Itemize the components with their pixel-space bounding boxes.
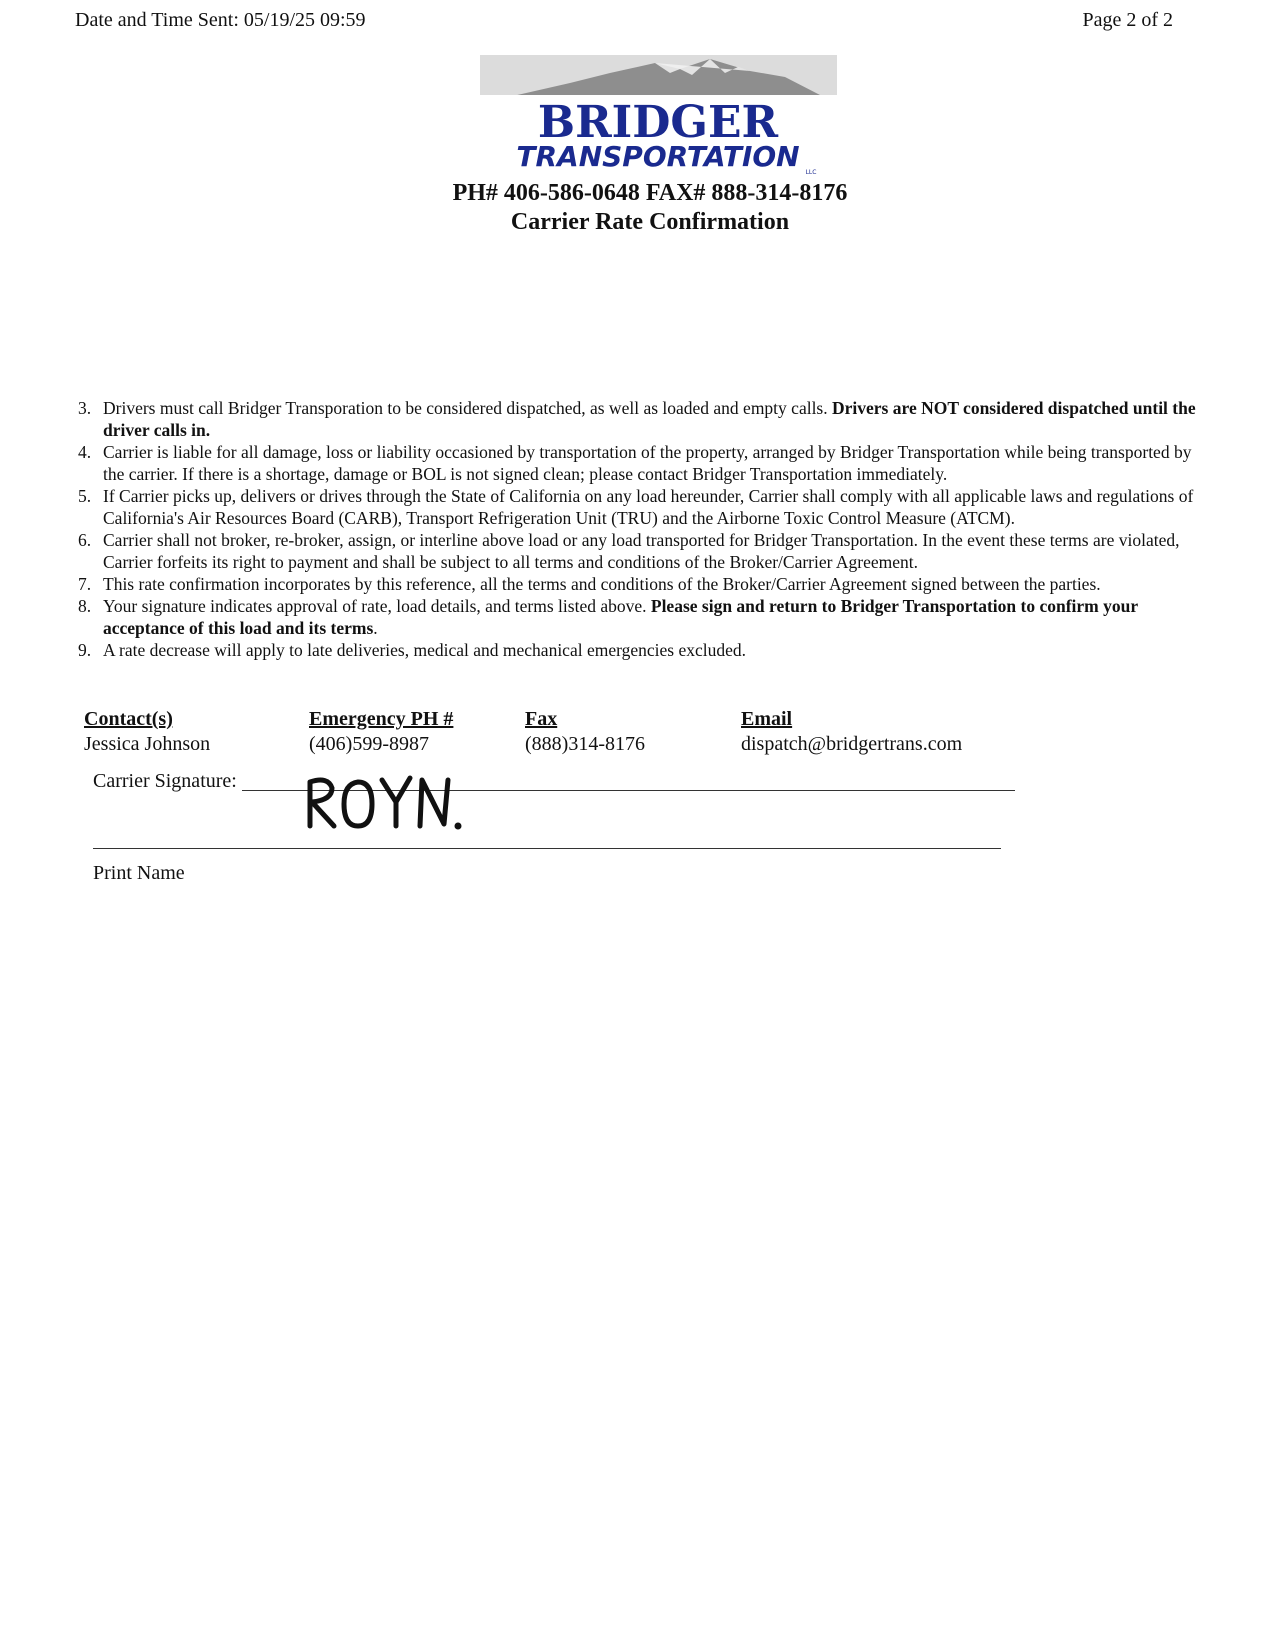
list-item: 5. If Carrier picks up, delivers or drives through the State of California on any load hereunder, Carrier shall comply with all applicable laws and regulations of California's Air Resources Board (CARB), Transport Refrigeration Unit (TRU) and the Airborne Toxic Control Measure (ATCM).: [78, 486, 1194, 528]
fax-number: (888)314-8176: [525, 733, 645, 755]
contact-header-emergency-phone: Emergency PH #: [309, 708, 454, 730]
page-number: Page 2 of 2: [1082, 9, 1173, 31]
logo-suffix: LLC: [805, 169, 817, 175]
company-phone-fax: PH# 406-586-0648 FAX# 888-314-8176: [452, 180, 848, 206]
print-name-line: [93, 848, 1001, 849]
carrier-signature-label: Carrier Signature:: [93, 770, 237, 792]
contact-name: Jessica Johnson: [84, 733, 211, 755]
contact-header-contacts: Contact(s): [84, 708, 173, 730]
list-item: 6. Carrier shall not broker, re-broker, assign, or interline above load or any load transported for Bridger Transportation. In the event these terms are violated, Carrier forfeits its right to payment and shall be subject to all terms and conditions of the Broker/Carrier Agreement.: [78, 530, 1180, 572]
logo-name-line2: TRANSPORTATION: [516, 140, 800, 173]
list-item: 4. Carrier is liable for all damage, loss or liability occasioned by transportation of the property, arranged by Bridger Transportation while being transported by the carrier. If there is a shortage, damage or BOL is not signed clean; please contact Bridger Transportation immediately.: [78, 442, 1192, 484]
logo-name-line1: BRIDGER: [537, 97, 779, 148]
list-item: 9. A rate decrease will apply to late deliveries, medical and mechanical emergencies excluded.: [78, 640, 746, 660]
handwritten-signature: [302, 768, 482, 836]
terms-list: [78, 397, 1203, 661]
email-address: dispatch@bridgertrans.com: [741, 733, 963, 755]
print-name-label: Print Name: [93, 862, 185, 884]
list-item: 7. This rate confirmation incorporates by this reference, all the terms and conditions of the Broker/Carrier Agreement signed between the parties.: [78, 574, 1101, 594]
list-item: 3. Drivers must call Bridger Transporation to be considered dispatched, as well as loaded and empty calls. Drivers are NOT considered dispatched until the driver calls in.: [78, 398, 1196, 440]
list-item: 8. Your signature indicates approval of rate, load details, and terms listed above. Please sign and return to Bridger Transportation to confirm your acceptance of this load and its terms.: [78, 596, 1138, 638]
date-time-sent: Date and Time Sent: 05/19/25 09:59: [75, 9, 366, 31]
emergency-phone: (406)599-8987: [309, 733, 429, 755]
contact-header-email: Email: [741, 708, 793, 730]
page-title: Carrier Rate Confirmation: [510, 209, 790, 235]
contact-header-fax: Fax: [525, 708, 558, 730]
company-logo: [480, 55, 837, 175]
